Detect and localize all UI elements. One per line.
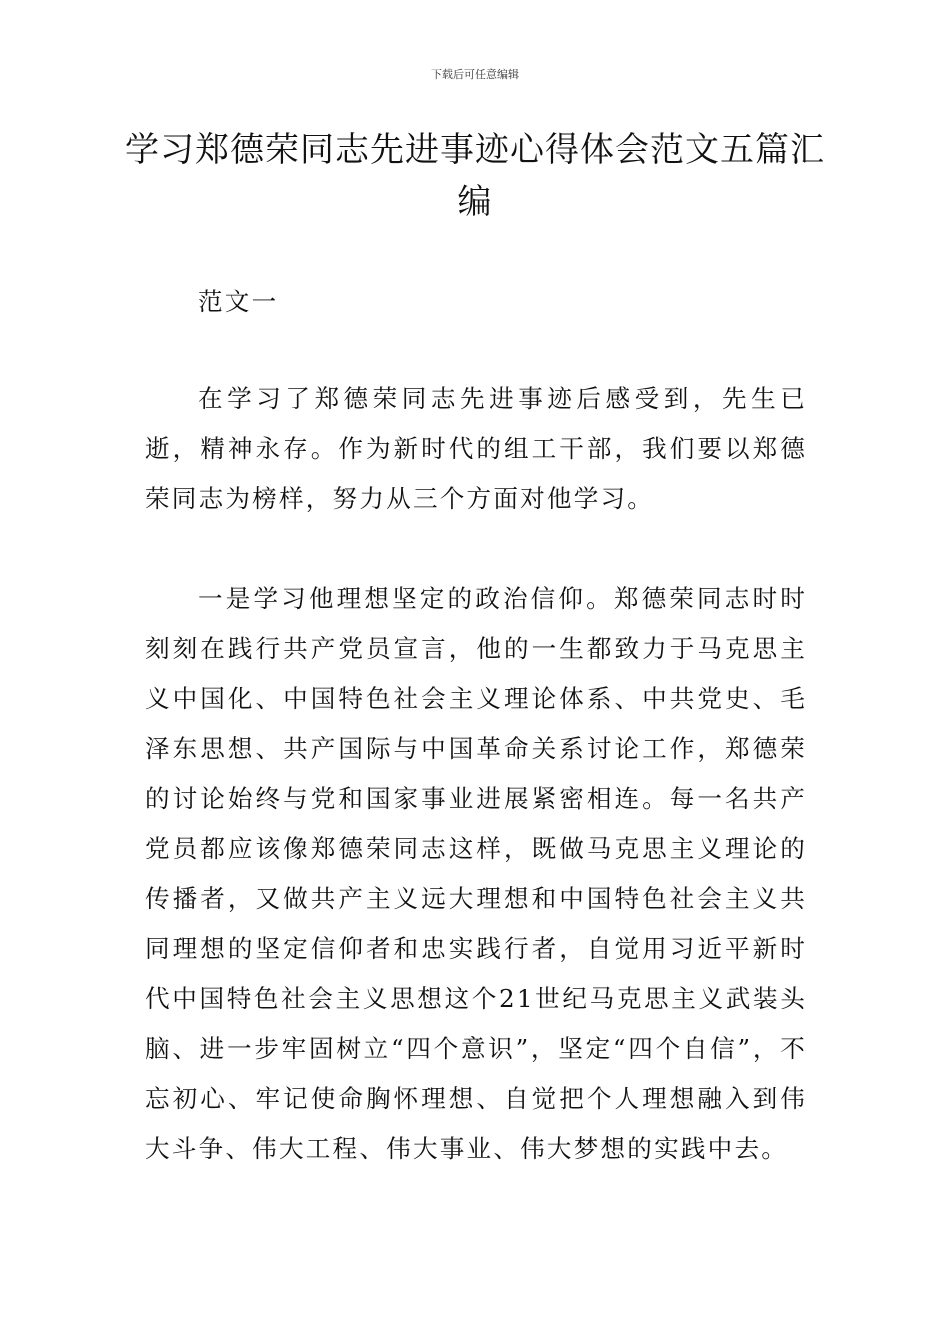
header-note: 下载后可任意编辑 — [431, 68, 519, 81]
paragraph-1: 在学习了郑德荣同志先进事迹后感受到，先生已逝，精神永存。作为新时代的组工干部，我们要以郑德荣同志为榜样，努力从三个方面对他学习。 — [145, 384, 807, 513]
document-title: 学习郑德荣同志先进事迹心得体会范文五篇汇编 — [125, 130, 825, 222]
paragraph-2: 一是学习他理想坚定的政治信仰。郑德荣同志时时刻刻在践行共产党员宣言，他的一生都致力于马克思主义中国化、中国特色社会主义理论体系、中共党史、毛泽东思想、共产国际与中国革命关系讨论工作，郑德荣的讨论始终与党和国家事业进展紧密相连。每一名共产党员都应该像郑德荣同志这样，既做马克思主义理论的传播者，又做共产主义远大理想和中国特色社会主义共同理想的坚定信仰者和忠实践行者，自觉用习近平新时代中国特色社会主义思想这个21世纪马克思主义武装头脑、进一步牢固树立“四个意识”，坚定“四个自信”，不忘初心、牢记使命胸怀理想、自觉把个人理想融入到伟大斗争、伟大工程、伟大事业、伟大梦想的实践中去。 — [145, 584, 807, 1163]
section-label: 范文一 — [198, 287, 279, 316]
